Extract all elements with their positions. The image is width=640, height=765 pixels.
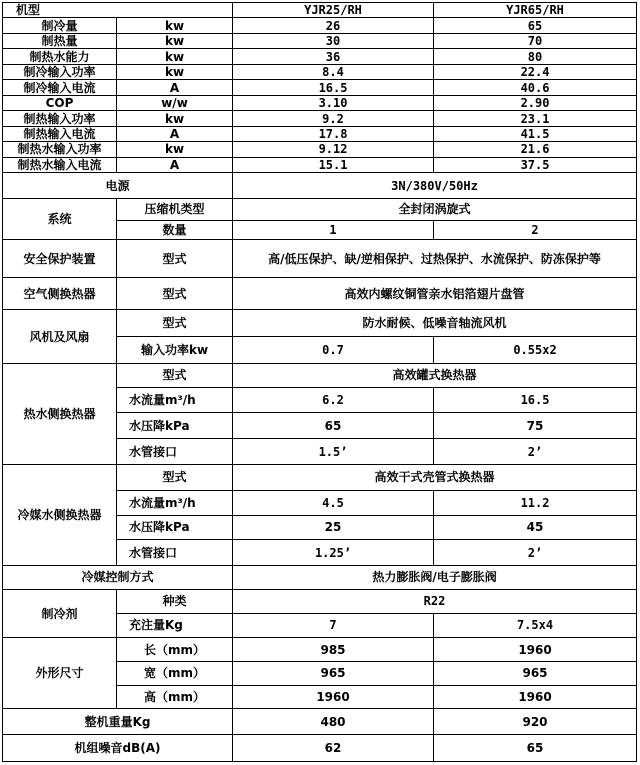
weight-row <box>3 709 637 735</box>
safety-label: 安全保护装置 <box>3 240 117 278</box>
spec-name: 制冷输入功率 <box>3 64 117 79</box>
refrigerant-charge-a: 7 <box>233 613 434 638</box>
compressor-type-label: 压缩机类型 <box>117 198 233 220</box>
fan-power-b: 0.55x2 <box>434 337 637 364</box>
hot-water-flow-label: 水流量m³/h <box>117 387 233 413</box>
spec-value-b: 80 <box>434 49 637 64</box>
spec-row <box>3 80 637 95</box>
hot-water-drop-b: 75 <box>434 413 637 439</box>
spec-unit: A <box>117 126 233 141</box>
safety-type-label: 型式 <box>117 240 233 278</box>
spec-name: 制热水输入电流 <box>3 157 117 172</box>
fan-label: 风机及风扇 <box>3 310 117 364</box>
chilled-drop-label: 水压降kPa <box>117 515 233 540</box>
refrigerant-row <box>3 589 637 613</box>
spec-name: 制热水输入功率 <box>3 142 117 157</box>
refrigerant-control-row <box>3 566 637 590</box>
spec-value-b: 37.5 <box>434 157 637 172</box>
spec-value-b: 41.5 <box>434 126 637 141</box>
spec-row <box>3 33 637 48</box>
hot-water-hx-row <box>3 363 637 387</box>
power-row <box>3 173 637 199</box>
quantity-a: 1 <box>233 220 434 240</box>
spec-row <box>3 157 637 172</box>
spec-value-a: 16.5 <box>233 80 434 95</box>
spec-value-a: 26 <box>233 18 434 33</box>
refrigerant-kind-value: R22 <box>233 589 637 613</box>
quantity-b: 2 <box>434 220 637 240</box>
chilled-pipe-a: 1.25’ <box>233 540 434 566</box>
spec-value-a: 3.10 <box>233 95 434 110</box>
spec-value-a: 8.4 <box>233 64 434 79</box>
height-a: 1960 <box>233 685 434 709</box>
spec-row <box>3 64 637 79</box>
hot-water-hx-type-label: 型式 <box>117 363 233 387</box>
width-b: 965 <box>434 661 637 685</box>
height-label: 高（mm） <box>117 685 233 709</box>
fan-power-label: 输入功率kw <box>117 337 233 364</box>
hot-water-hx-label: 热水侧换热器 <box>3 363 117 464</box>
spec-name: 制热水能力 <box>3 49 117 64</box>
quantity-label: 数量 <box>117 220 233 240</box>
spec-value-b: 70 <box>434 33 637 48</box>
spec-value-a: 9.12 <box>233 142 434 157</box>
spec-unit: kw <box>117 142 233 157</box>
spec-unit: kw <box>117 64 233 79</box>
dimensions-row <box>3 638 637 662</box>
fan-type-label: 型式 <box>117 310 233 337</box>
hot-water-flow-a: 6.2 <box>233 387 434 413</box>
length-a: 985 <box>233 638 434 662</box>
model-a: YJR25/RH <box>233 3 434 18</box>
weight-b: 920 <box>434 709 637 735</box>
spec-row <box>3 142 637 157</box>
fan-power-a: 0.7 <box>233 337 434 364</box>
spec-row <box>3 111 637 126</box>
spec-row <box>3 95 637 110</box>
chilled-flow-a: 4.5 <box>233 490 434 515</box>
chilled-flow-b: 11.2 <box>434 490 637 515</box>
hot-water-pipe-label: 水管接口 <box>117 439 233 465</box>
spec-row <box>3 49 637 64</box>
system-row <box>3 198 637 220</box>
safety-row <box>3 240 637 278</box>
chilled-drop-b: 45 <box>434 515 637 540</box>
spec-name: 制冷输入电流 <box>3 80 117 95</box>
spec-name: 制热量 <box>3 33 117 48</box>
spec-value-b: 21.6 <box>434 142 637 157</box>
spec-unit: A <box>117 157 233 172</box>
spec-value-a: 17.8 <box>233 126 434 141</box>
chilled-hx-row <box>3 465 637 491</box>
spec-value-b: 22.4 <box>434 64 637 79</box>
spec-unit: A <box>117 80 233 95</box>
power-value: 3N/380V/50Hz <box>233 173 637 199</box>
chilled-pipe-b: 2’ <box>434 540 637 566</box>
air-hx-type-label: 型式 <box>117 278 233 310</box>
air-hx-row <box>3 278 637 310</box>
chilled-drop-a: 25 <box>233 515 434 540</box>
chilled-hx-label: 冷媒水侧换热器 <box>3 465 117 566</box>
spec-value-b: 65 <box>434 18 637 33</box>
spec-table <box>2 2 637 762</box>
system-label: 系统 <box>3 198 117 239</box>
height-b: 1960 <box>434 685 637 709</box>
weight-label: 整机重量Kg <box>3 709 233 735</box>
spec-name: 制热输入电流 <box>3 126 117 141</box>
spec-value-a: 36 <box>233 49 434 64</box>
spec-row <box>3 126 637 141</box>
model-label: 机型 <box>3 3 233 18</box>
width-a: 965 <box>233 661 434 685</box>
weight-a: 480 <box>233 709 434 735</box>
hot-water-flow-b: 16.5 <box>434 387 637 413</box>
chilled-flow-label: 水流量m³/h <box>117 490 233 515</box>
header-row <box>3 3 637 18</box>
hot-water-hx-type-value: 高效罐式换热器 <box>233 363 637 387</box>
spec-row <box>3 18 637 33</box>
spec-unit: w/w <box>117 95 233 110</box>
hot-water-pipe-a: 1.5’ <box>233 439 434 465</box>
spec-value-a: 9.2 <box>233 111 434 126</box>
fan-row <box>3 310 637 337</box>
spec-value-b: 2.90 <box>434 95 637 110</box>
length-b: 1960 <box>434 638 637 662</box>
noise-a: 62 <box>233 735 434 762</box>
spec-unit: kw <box>117 33 233 48</box>
refrigerant-label: 制冷剂 <box>3 589 117 637</box>
power-label: 电源 <box>3 173 233 199</box>
chilled-pipe-label: 水管接口 <box>117 540 233 566</box>
spec-name: COP <box>3 95 117 110</box>
hot-water-pipe-b: 2’ <box>434 439 637 465</box>
spec-value-b: 23.1 <box>434 111 637 126</box>
refrigerant-charge-label: 充注量Kg <box>117 613 233 638</box>
refrigerant-charge-b: 7.5x4 <box>434 613 637 638</box>
spec-name: 制热输入功率 <box>3 111 117 126</box>
hot-water-drop-a: 65 <box>233 413 434 439</box>
chilled-hx-type-label: 型式 <box>117 465 233 491</box>
fan-type-value: 防水耐候、低噪音轴流风机 <box>233 310 637 337</box>
spec-value-b: 40.6 <box>434 80 637 95</box>
dimensions-label: 外形尺寸 <box>3 638 117 709</box>
chilled-hx-type-value: 高效干式壳管式换热器 <box>233 465 637 491</box>
noise-label: 机组噪音dB(A) <box>3 735 233 762</box>
spec-unit: kw <box>117 18 233 33</box>
noise-b: 65 <box>434 735 637 762</box>
refrigerant-kind-label: 种类 <box>117 589 233 613</box>
air-hx-label: 空气侧换热器 <box>3 278 117 310</box>
noise-row <box>3 735 637 762</box>
refrigerant-control-label: 冷媒控制方式 <box>3 566 233 590</box>
hot-water-drop-label: 水压降kPa <box>117 413 233 439</box>
width-label: 宽（mm） <box>117 661 233 685</box>
spec-name: 制冷量 <box>3 18 117 33</box>
spec-value-a: 15.1 <box>233 157 434 172</box>
refrigerant-control-value: 热力膨胀阀/电子膨胀阀 <box>233 566 637 590</box>
spec-unit: kw <box>117 111 233 126</box>
length-label: 长（mm） <box>117 638 233 662</box>
spec-value-a: 30 <box>233 33 434 48</box>
air-hx-value: 高效内螺纹铜管亲水铝箔翅片盘管 <box>233 278 637 310</box>
compressor-type-value: 全封闭涡旋式 <box>233 198 637 220</box>
spec-unit: kw <box>117 49 233 64</box>
model-b: YJR65/RH <box>434 3 637 18</box>
safety-value: 高/低压保护、缺/逆相保护、过热保护、水流保护、防冻保护等 <box>233 240 637 278</box>
